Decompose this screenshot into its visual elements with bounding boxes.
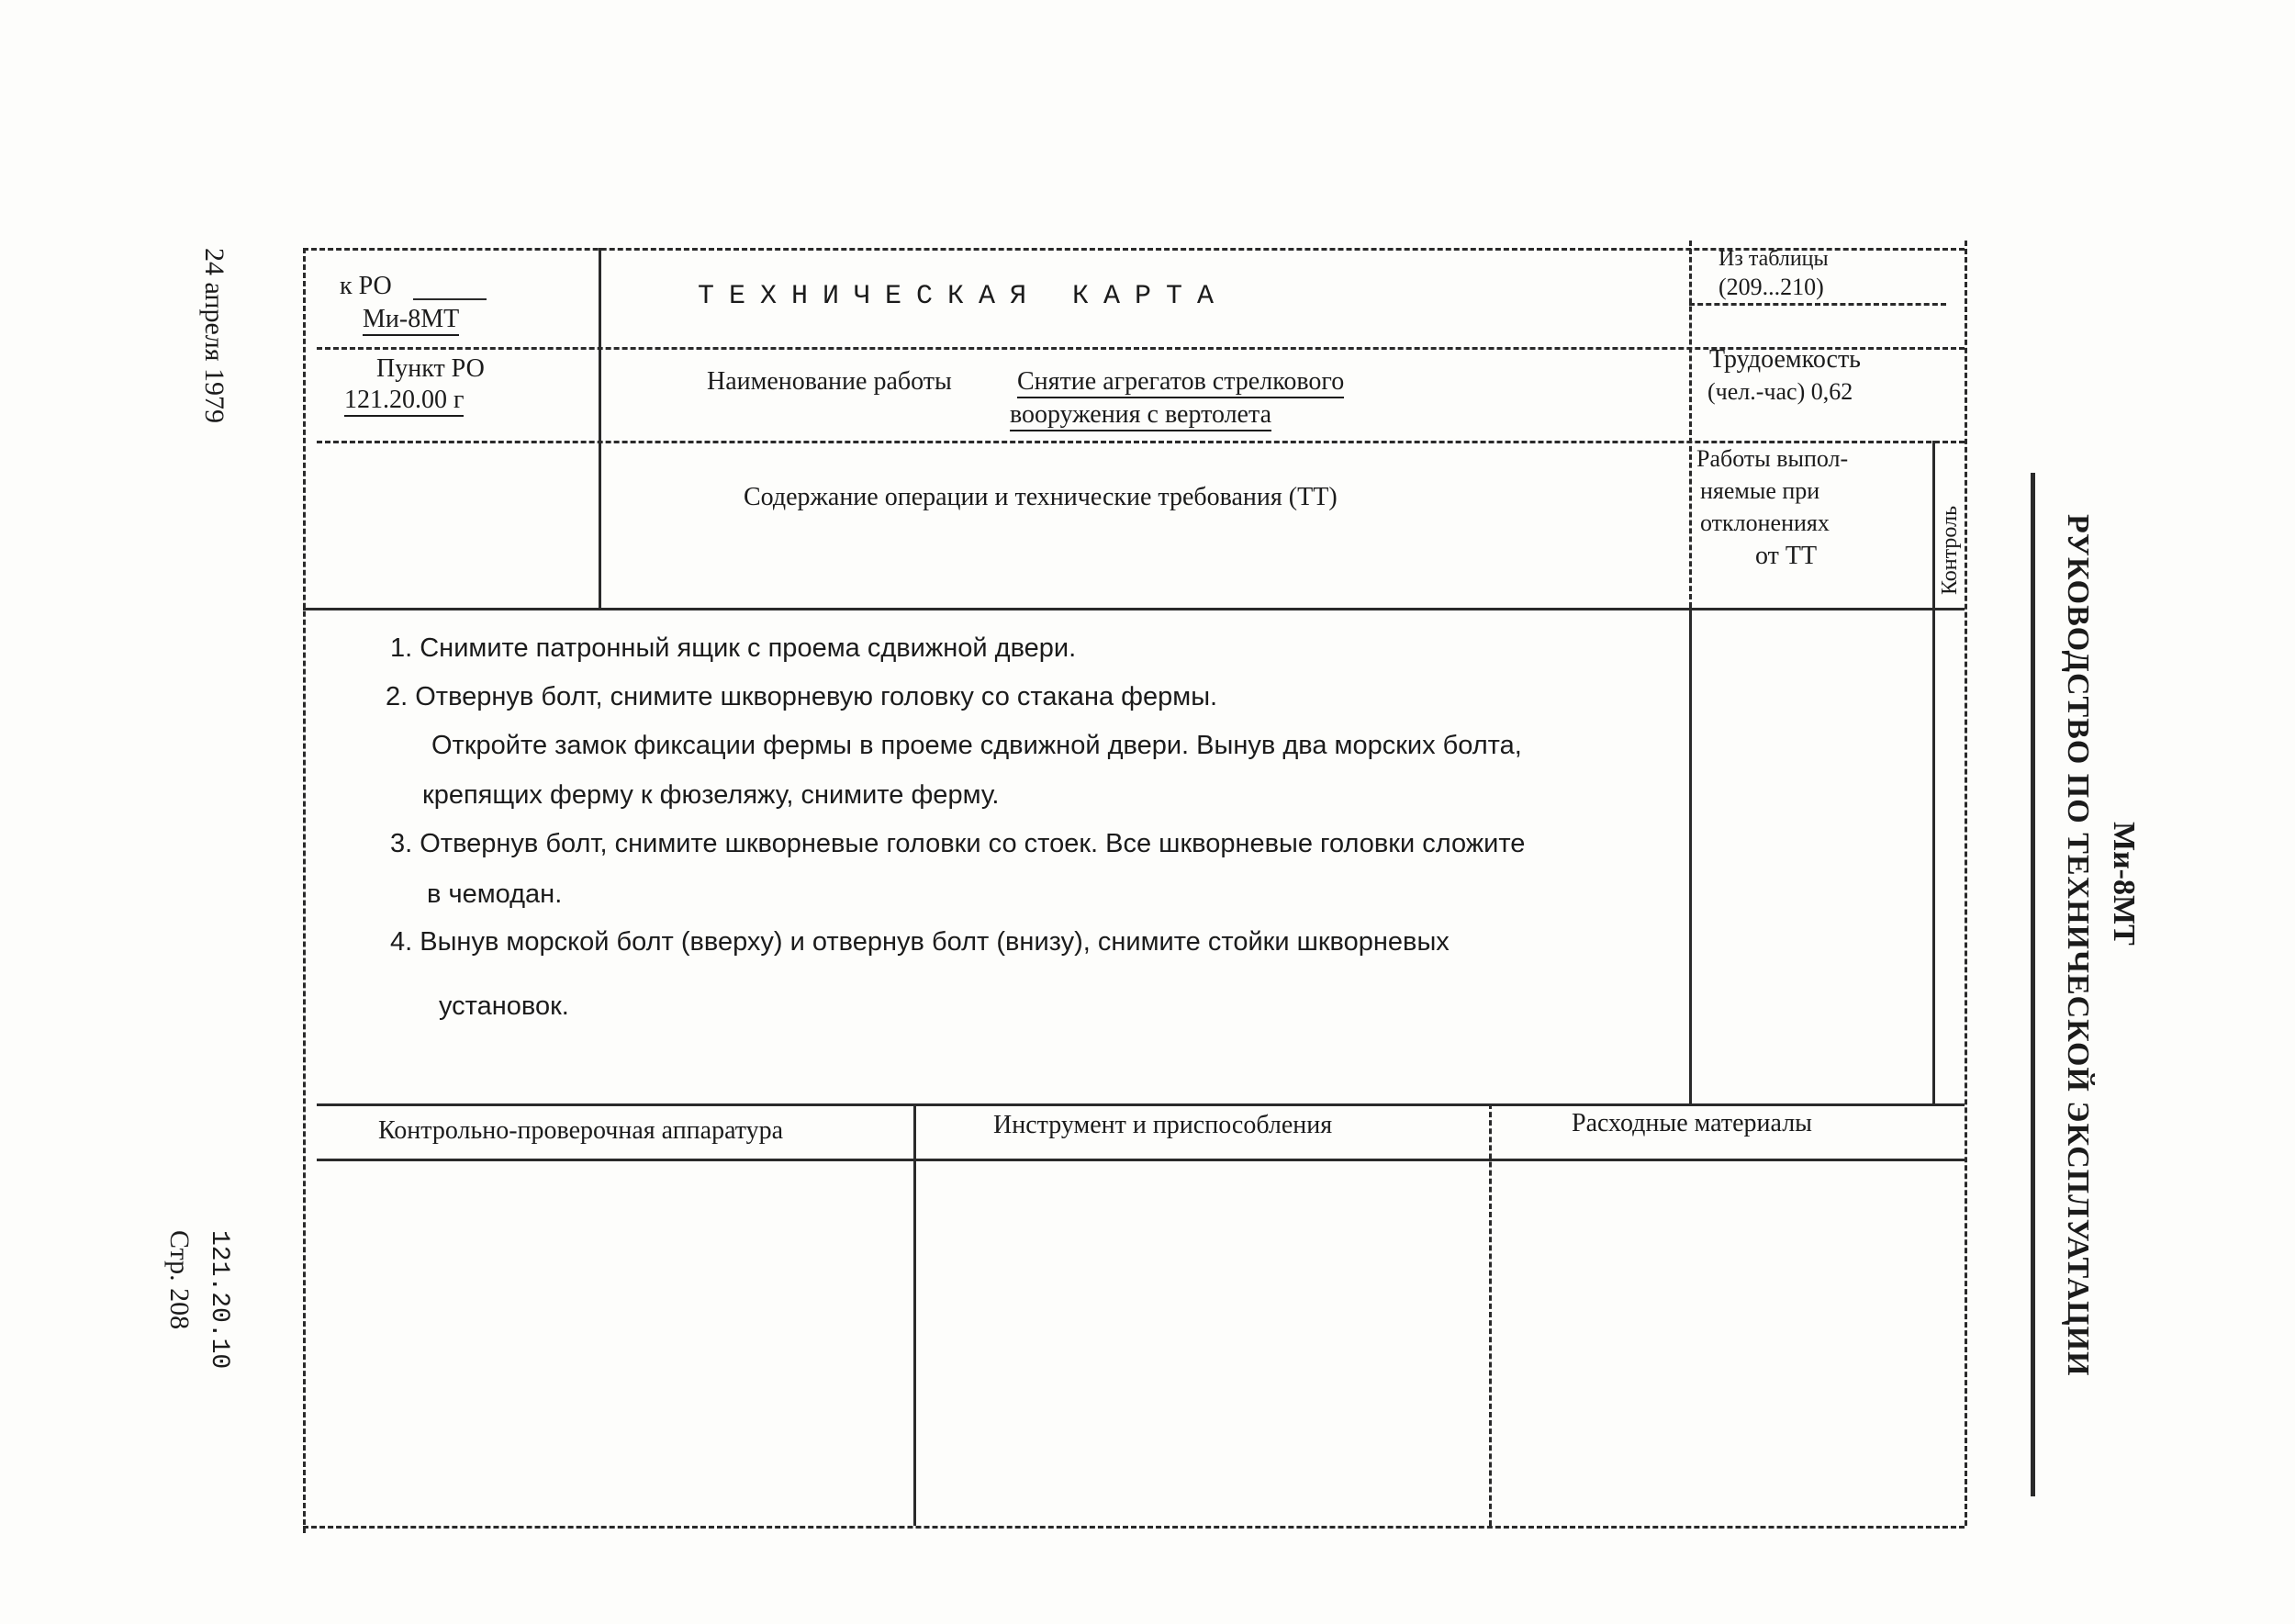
footer-top-rule: [317, 1103, 1965, 1106]
operation-line: крепящих ферму к фюзеляжу, снимите ферму.: [422, 780, 1000, 810]
frame-top: [303, 248, 1965, 251]
row-divider-3: [303, 608, 1965, 610]
table-ref-label: Из таблицы: [1718, 247, 1829, 271]
margin-page-number: Стр. 208: [164, 1230, 195, 1330]
punkt-value: 121.20.00 г: [344, 387, 464, 417]
ro-ref-value: Ми-8МТ: [363, 307, 459, 336]
frame-bottom: [303, 1526, 1965, 1529]
table-ref-underline: [1689, 303, 1946, 306]
footer-equipment-header: Контрольно-проверочная аппаратура: [378, 1116, 784, 1145]
ro-ref-label: к РО: [340, 272, 392, 300]
labor-label: Трудоемкость: [1709, 345, 1861, 374]
margin-date: 24 апреля 1979: [199, 248, 230, 424]
frame-right: [1965, 241, 1967, 1526]
col-divider-control: [1932, 441, 1935, 1103]
table-ref-value: (209...210): [1718, 274, 1824, 300]
spine-manual-title: РУКОВОДСТВО ПО ТЕХНИЧЕСКОЙ ЭКСПЛУАТАЦИИ: [2061, 514, 2095, 1377]
footer-materials-header: Расходные материалы: [1572, 1109, 1812, 1137]
ro-ref-line: [413, 298, 487, 300]
deviation-header-l2: няемые при: [1700, 477, 1820, 504]
work-name-line2: вооружения с вертолета: [1010, 402, 1271, 431]
spine-rule: [2031, 473, 2035, 1496]
operation-line: 2. Отвернув болт, снимите шкворневую головку со стакана фермы.: [386, 682, 1218, 711]
punkt-label: Пункт РО: [376, 354, 485, 383]
footer-col-divider-1: [913, 1103, 916, 1526]
deviation-header-l1: Работы выпол-: [1696, 445, 1849, 472]
control-header: Контроль: [1938, 505, 1962, 595]
deviation-header-l3: отклонениях: [1700, 510, 1830, 536]
operation-line: 4. Вынув морской болт (вверху) и отвернув болт (внизу), снимите стойки шкворневых: [390, 927, 1450, 957]
work-name-line1: Снятие агрегатов стрелкового: [1017, 369, 1344, 398]
col-divider-right: [1689, 241, 1692, 608]
work-name-label: Наименование работы: [707, 367, 952, 396]
footer-header-rule: [317, 1159, 1965, 1161]
margin-doc-code: 121.20.10: [205, 1230, 233, 1370]
footer-col-divider-2: [1489, 1103, 1492, 1526]
footer-tools-header: Инструмент и приспособления: [993, 1111, 1333, 1139]
row-divider-2: [317, 441, 1965, 443]
card-title: ТЕХНИЧЕСКАЯ КАРТА: [698, 281, 1229, 312]
spine-model: Ми-8МТ: [2107, 822, 2141, 946]
col-divider-left: [599, 248, 601, 608]
deviation-header-l4: от ТТ: [1755, 542, 1818, 570]
col-divider-right-body: [1689, 608, 1692, 1103]
operation-line: установок.: [439, 991, 569, 1021]
labor-value: (чел.-час) 0,62: [1707, 378, 1853, 405]
operation-line: Откройте замок фиксации фермы в проеме сдвижной двери. Вынув два морских болта,: [431, 731, 1522, 760]
operation-line: в чемодан.: [427, 879, 563, 909]
content-heading: Содержание операции и технические требования (ТТ): [744, 483, 1338, 511]
operation-line: 1. Снимите патронный ящик с проема сдвижной двери.: [390, 633, 1077, 663]
frame-left: [303, 248, 306, 1533]
operation-line: 3. Отвернув болт, снимите шкворневые головки со стоек. Все шкворневые головки сложите: [390, 829, 1526, 858]
